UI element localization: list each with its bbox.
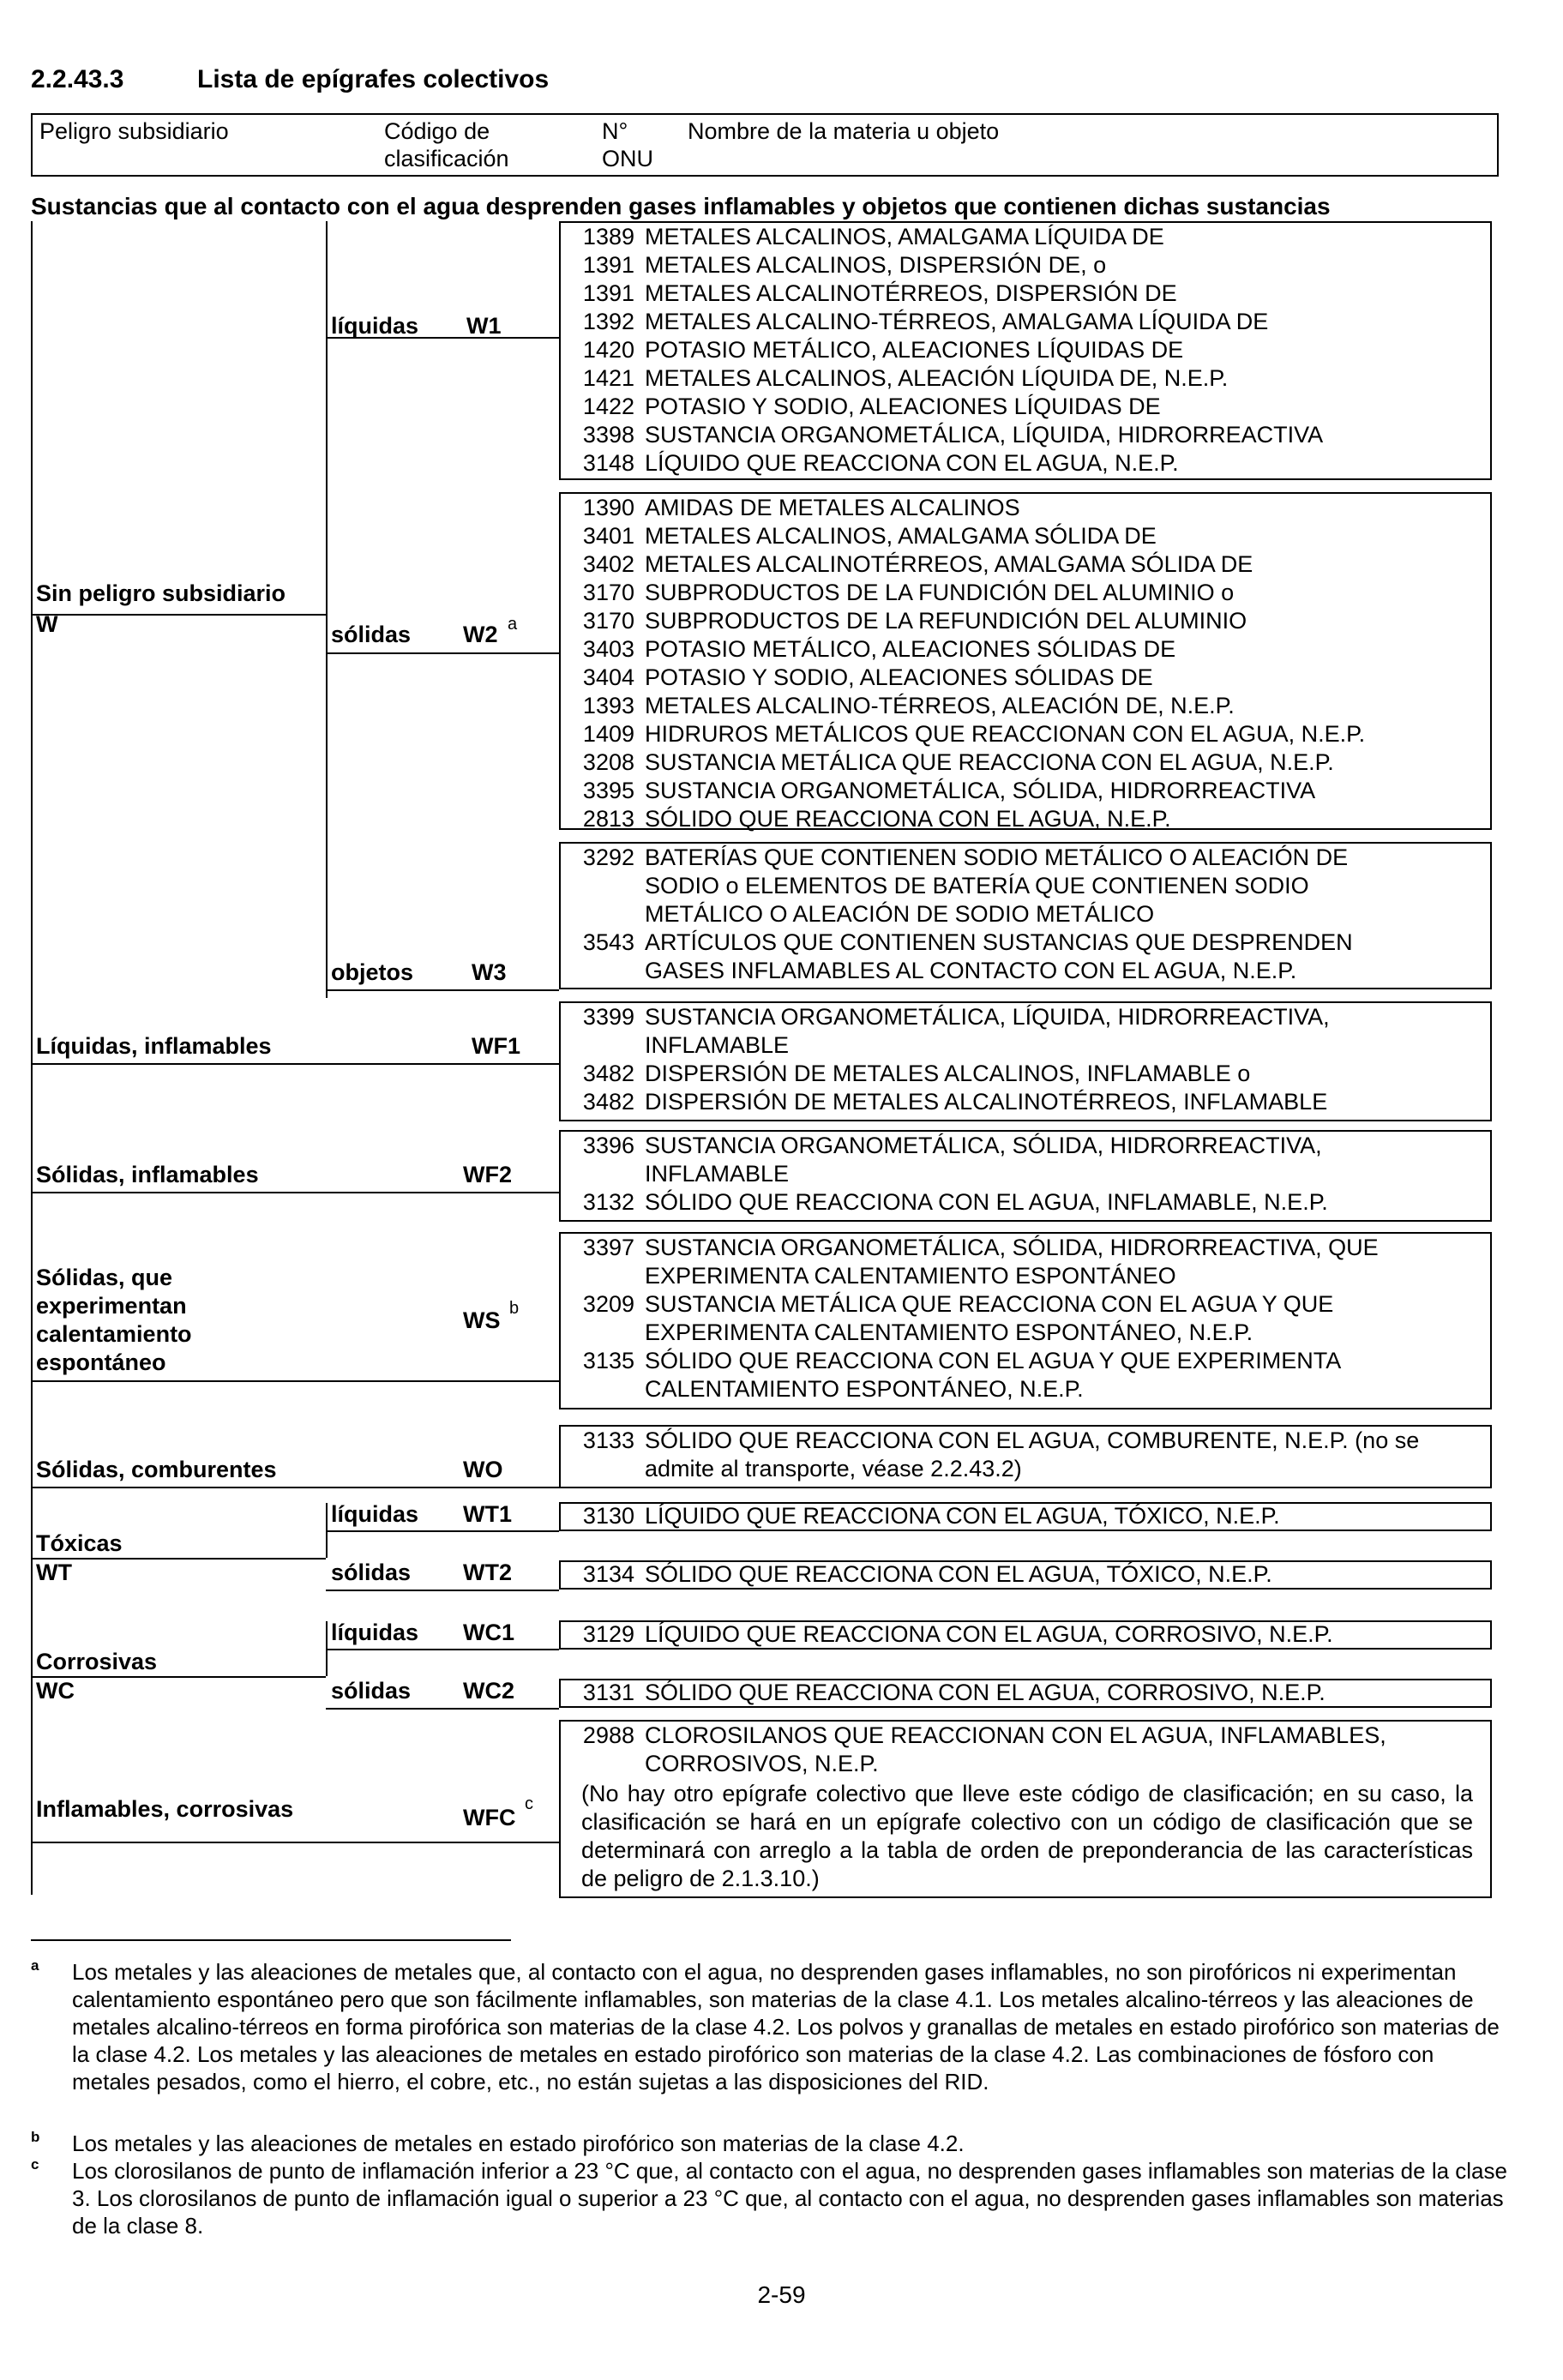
un-number: 3395	[582, 778, 634, 803]
code-w3: W3	[472, 959, 507, 985]
label-solidas-wt2: sólidas	[331, 1560, 412, 1585]
un-number: 3398	[582, 422, 634, 448]
code-wt2: WT2	[463, 1560, 512, 1585]
wc2-line	[326, 1708, 559, 1710]
un-number: 1390	[582, 495, 634, 520]
substance-name: METALES ALCALINOS, DISPERSIÓN DE, o	[645, 252, 1107, 278]
w2-line	[326, 652, 559, 654]
w-line	[31, 614, 326, 616]
substance-name: SÓLIDO QUE REACCIONA CON EL AGUA, CORROSIVO, N.E.P.	[645, 1680, 1326, 1705]
substance-name: EXPERIMENTA CALENTAMIENTO ESPONTÁNEO, N.E.P.	[645, 1319, 1253, 1345]
substance-name: CLOROSILANOS QUE REACCIONAN CON EL AGUA, INFLAMABLES,	[645, 1722, 1386, 1748]
wfc-line	[31, 1842, 559, 1843]
wt1-line	[326, 1530, 559, 1532]
code-wc2: WC2	[463, 1678, 514, 1704]
substance-name: SÓLIDO QUE REACCIONA CON EL AGUA, COMBURENTE, N.E.P. (no se	[645, 1427, 1420, 1453]
footnote-c	[31, 2157, 1523, 2243]
code-wt1: WT1	[463, 1501, 512, 1527]
wf1-line	[31, 1063, 559, 1065]
label-liquidas-wt1: líquidas	[331, 1501, 419, 1527]
un-number: 2813	[582, 806, 634, 832]
label-liquidas-w1: líquidas	[331, 313, 419, 339]
un-number: 3148	[582, 450, 634, 476]
wc1-line	[326, 1649, 559, 1650]
label-solidas-que: Sólidas, que	[36, 1265, 173, 1290]
un-number: 3208	[582, 749, 634, 775]
substance-name: SUSTANCIA ORGANOMETÁLICA, SÓLIDA, HIDRORREACTIVA,	[645, 1133, 1322, 1158]
substance-name: SUSTANCIA ORGANOMETÁLICA, SÓLIDA, HIDRORREACTIVA, QUE	[645, 1235, 1379, 1260]
substance-name: GASES INFLAMABLES AL CONTACTO CON EL AGUA, N.E.P.	[645, 958, 1297, 983]
un-number: 3482	[582, 1089, 634, 1115]
substance-name: METALES ALCALINOS, AMALGAMA SÓLIDA DE	[645, 523, 1157, 549]
un-number: 3130	[582, 1503, 634, 1529]
substance-name: BATERÍAS QUE CONTIENEN SODIO METÁLICO O ALEACIÓN DE	[645, 844, 1349, 870]
un-number: 2988	[582, 1722, 634, 1748]
substance-name: METALES ALCALINOTÉRREOS, DISPERSIÓN DE	[645, 280, 1177, 306]
un-number: 1389	[582, 224, 634, 249]
un-number: 3399	[582, 1004, 634, 1030]
footnote-ref-a: a	[508, 615, 518, 634]
label-corrosivas: Corrosivas	[36, 1649, 158, 1674]
wc-line	[31, 1676, 326, 1678]
label-sin-peligro: Sin peligro subsidiario	[36, 580, 286, 606]
code-wc1: WC1	[463, 1620, 514, 1645]
label-solidas-comburentes: Sólidas, comburentes	[36, 1457, 277, 1482]
un-number: 3129	[582, 1621, 634, 1647]
substance-name: INFLAMABLE	[645, 1161, 790, 1187]
un-number: 1391	[582, 252, 634, 278]
un-number: 3134	[582, 1561, 634, 1587]
code-wf2: WF2	[463, 1162, 512, 1187]
header-codigo-line1: Código de	[384, 118, 490, 144]
footnote-separator	[31, 1939, 511, 1941]
code-wo: WO	[463, 1457, 503, 1482]
substance-name: METÁLICO O ALEACIÓN DE SODIO METÁLICO	[645, 901, 1155, 927]
footnote-ref-b: b	[509, 1299, 520, 1318]
substance-name: SUSTANCIA METÁLICA QUE REACCIONA CON EL AGUA Y QUE	[645, 1291, 1334, 1317]
un-number: 3170	[582, 580, 634, 605]
substance-name: POTASIO Y SODIO, ALEACIONES LÍQUIDAS DE	[645, 394, 1161, 419]
code-w2: W2	[463, 622, 498, 647]
footnote-ref-c: c	[525, 1794, 533, 1813]
substance-name: SODIO o ELEMENTOS DE BATERÍA QUE CONTIENEN SODIO	[645, 873, 1309, 899]
substance-name: METALES ALCALINOS, AMALGAMA LÍQUIDA DE	[645, 224, 1164, 249]
code-ws: WS	[463, 1307, 501, 1333]
un-number: 3401	[582, 523, 634, 549]
footnote-text: Los metales y las aleaciones de metales en estado pirofórico son materias de la clase 4.2.	[72, 2131, 965, 2156]
footnote-mark: b	[31, 2129, 40, 2145]
label-experimentan: experimentan	[36, 1293, 187, 1319]
header-nombre: Nombre de la materia u objeto	[688, 118, 1000, 144]
un-number: 3170	[582, 608, 634, 634]
footnote-mark: a	[31, 1957, 39, 1974]
code-wfc: WFC	[463, 1805, 516, 1830]
substance-name: SUBPRODUCTOS DE LA REFUNDICIÓN DEL ALUMINIO	[645, 608, 1247, 634]
label-inflamables-corrosivas: Inflamables, corrosivas	[36, 1796, 294, 1822]
un-number: 1420	[582, 337, 634, 363]
label-wt: WT	[36, 1560, 72, 1585]
substance-name: SUBPRODUCTOS DE LA FUNDICIÓN DEL ALUMINIO o	[645, 580, 1235, 605]
substance-name: SÓLIDO QUE REACCIONA CON EL AGUA, TÓXICO, N.E.P.	[645, 1561, 1272, 1587]
label-liquidas-wc1: líquidas	[331, 1620, 419, 1645]
substance-name: AMIDAS DE METALES ALCALINOS	[645, 495, 1020, 520]
substance-name: DISPERSIÓN DE METALES ALCALINOS, INFLAMABLE o	[645, 1061, 1251, 1086]
un-number: 3133	[582, 1427, 634, 1453]
page-number: 2-59	[757, 2281, 806, 2308]
code-wf1: WF1	[472, 1033, 520, 1059]
substance-name: POTASIO METÁLICO, ALEACIONES SÓLIDAS DE	[645, 636, 1176, 662]
un-number: 3397	[582, 1235, 634, 1260]
substance-name: INFLAMABLE	[645, 1032, 790, 1058]
wfc-note: (No hay otro epígrafe colectivo que lleve este código de clasificación; en su caso, la clasificación se hará en un epígrafe colectivo con un código de clasificación que se determinará con arreglo a la tabla de orden de preponderancia de las características de peligro de 2.1.3.10.)	[581, 1781, 1473, 1891]
substance-name: admite al transporte, véase 2.2.43.2)	[645, 1456, 1022, 1481]
substance-name: METALES ALCALINOTÉRREOS, AMALGAMA SÓLIDA DE	[645, 551, 1253, 577]
un-number: 1391	[582, 280, 634, 306]
un-number: 1421	[582, 365, 634, 391]
substance-name: POTASIO METÁLICO, ALEACIONES LÍQUIDAS DE	[645, 337, 1184, 363]
w3-line	[326, 989, 559, 991]
substance-name: METALES ALCALINO-TÉRREOS, AMALGAMA LÍQUIDA DE	[645, 309, 1269, 334]
substance-name: LÍQUIDO QUE REACCIONA CON EL AGUA, N.E.P.	[645, 450, 1179, 476]
footnote-mark: c	[31, 2156, 39, 2173]
ws-line	[31, 1380, 559, 1382]
header-codigo-line2: clasificación	[384, 146, 509, 171]
substance-name: SÓLIDO QUE REACCIONA CON EL AGUA Y QUE EXPERIMENTA	[645, 1348, 1342, 1373]
substance-name: EXPERIMENTA CALENTAMIENTO ESPONTÁNEO	[645, 1263, 1176, 1289]
wt-line	[31, 1558, 326, 1560]
un-number: 3132	[582, 1189, 634, 1215]
substance-name: CALENTAMIENTO ESPONTÁNEO, N.E.P.	[645, 1376, 1084, 1402]
substance-name: SUSTANCIA METÁLICA QUE REACCIONA CON EL AGUA, N.E.P.	[645, 749, 1334, 775]
substance-name: SUSTANCIA ORGANOMETÁLICA, SÓLIDA, HIDRORREACTIVA	[645, 778, 1316, 803]
un-number: 3543	[582, 929, 634, 955]
substance-name: CORROSIVOS, N.E.P.	[645, 1751, 879, 1776]
substance-name: DISPERSIÓN DE METALES ALCALINOTÉRREOS, INFLAMABLE	[645, 1089, 1328, 1115]
un-number: 3404	[582, 664, 634, 690]
footnote-text: Los metales y las aleaciones de metales que, al contacto con el agua, no desprenden gases inflamables, no son pirofóricos ni experimentan calentamiento espontáneo pero que son fácilmente inflamables, son materias de la clase 4.1. Los metales alcalino-térreos y las aleaciones de metales alcalino-térreos en forma pirofórica son materias de la clase 4.2. Los polvos y granallas de metales en estado pirofórico son materias de la clase 4.2. Los metales y las aleaciones de metales en estado pirofórico son materias de la clase 4.2. Las combinaciones de fósforo con metales pesados, como el hierro, el cobre, etc., no están sujetas a las disposiciones del RID.	[72, 1959, 1500, 2095]
label-w: W	[36, 611, 58, 637]
label-solidas-w2: sólidas	[331, 622, 412, 647]
substance-name: POTASIO Y SODIO, ALEACIONES SÓLIDAS DE	[645, 664, 1153, 690]
tree-trunk-line	[31, 221, 33, 1895]
substance-name: HIDRUROS METÁLICOS QUE REACCIONAN CON EL AGUA, N.E.P.	[645, 721, 1366, 747]
label-espontaneo: espontáneo	[36, 1349, 166, 1375]
label-calentamiento: calentamiento	[36, 1321, 192, 1347]
label-objetos-w3: objetos	[331, 959, 414, 985]
label-solidas-wc2: sólidas	[331, 1678, 412, 1704]
wo-line	[31, 1487, 559, 1488]
footnote-text: Los clorosilanos de punto de inflamación inferior a 23 °C que, al contacto con el agua, no desprenden gases inflamables son materias de la clase 3. Los clorosilanos de punto de inflamación igual o superior a 23 °C que, al contacto con el agua, no desprenden gases inflamables son materias de la clase 8.	[72, 2158, 1507, 2239]
un-number: 3403	[582, 636, 634, 662]
footnote-a	[31, 1958, 1523, 2130]
un-number: 3396	[582, 1133, 634, 1158]
un-number: 1409	[582, 721, 634, 747]
label-solidas-inflamables: Sólidas, inflamables	[36, 1162, 259, 1187]
un-number: 3209	[582, 1291, 634, 1317]
un-number: 3131	[582, 1680, 634, 1705]
substance-name: METALES ALCALINOS, ALEACIÓN LÍQUIDA DE, N.E.P.	[645, 365, 1229, 391]
header-no-line1: N°	[602, 118, 628, 144]
un-number: 3292	[582, 844, 634, 870]
substance-name: SÓLIDO QUE REACCIONA CON EL AGUA, INFLAMABLE, N.E.P.	[645, 1189, 1328, 1215]
header-peligro: Peligro subsidiario	[39, 118, 229, 144]
wt2-line	[326, 1590, 559, 1591]
un-number: 3402	[582, 551, 634, 577]
label-liquidas-inflamables: Líquidas, inflamables	[36, 1033, 272, 1059]
label-wc: WC	[36, 1678, 75, 1704]
un-number: 1422	[582, 394, 634, 419]
substance-name: LÍQUIDO QUE REACCIONA CON EL AGUA, TÓXICO, N.E.P.	[645, 1503, 1280, 1529]
un-number: 1393	[582, 693, 634, 718]
label-toxicas: Tóxicas	[36, 1530, 123, 1556]
un-number: 3482	[582, 1061, 634, 1086]
substance-name: METALES ALCALINO-TÉRREOS, ALEACIÓN DE, N.E.P.	[645, 693, 1235, 718]
wf2-line	[31, 1192, 559, 1193]
code-w1: W1	[466, 313, 502, 339]
substance-name: ARTÍCULOS QUE CONTIENEN SUSTANCIAS QUE DESPRENDEN	[645, 929, 1353, 955]
footnote-b	[31, 2130, 1523, 2159]
un-number: 3135	[582, 1348, 634, 1373]
section-title: Lista de epígrafes colectivos	[197, 65, 550, 93]
header-no-line2: ONU	[602, 146, 653, 171]
un-number: 1392	[582, 309, 634, 334]
substance-name: SUSTANCIA ORGANOMETÁLICA, LÍQUIDA, HIDRORREACTIVA,	[645, 1004, 1330, 1030]
group-heading: Sustancias que al contacto con el agua desprenden gases inflamables y objetos que contienen dichas sustancias	[31, 193, 1331, 219]
substance-name: SÓLIDO QUE REACCIONA CON EL AGUA, N.E.P.	[645, 806, 1171, 832]
section-number: 2.2.43.3	[31, 65, 124, 93]
substance-name: SUSTANCIA ORGANOMETÁLICA, LÍQUIDA, HIDRORREACTIVA	[645, 422, 1324, 448]
substance-name: LÍQUIDO QUE REACCIONA CON EL AGUA, CORROSIVO, N.E.P.	[645, 1621, 1333, 1647]
